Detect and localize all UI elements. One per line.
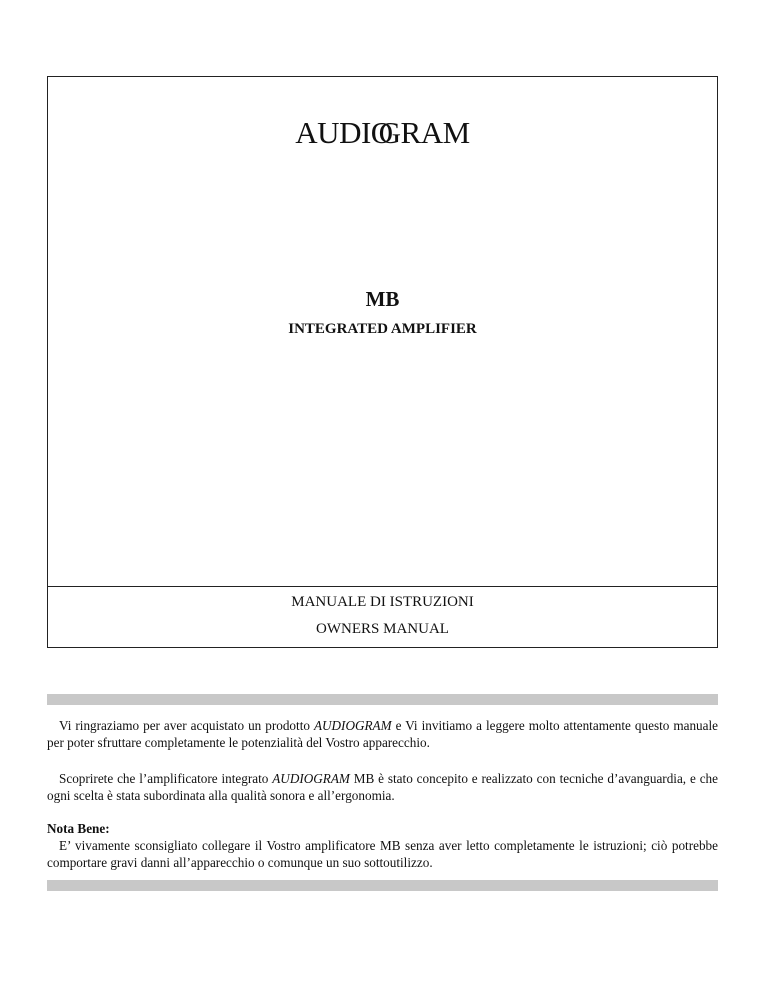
intro-paragraph <box>47 717 718 751</box>
intro-text-a: Vi ringraziamo per aver acquistato un prodotto <box>59 718 314 733</box>
brand-logo-part1: AUDIO <box>295 115 393 150</box>
manual-title-english: OWNERS MANUAL <box>316 621 449 637</box>
intro-brand: AUDIOGRAM <box>313 718 392 733</box>
note-text: E’ vivamente sconsigliato collegare il Vostro amplificatore MB senza aver letto completamente le istruzioni; ciò potrebbe comportare gravi danni all’apparecchio o comunque un suo sottoutilizzo. <box>47 838 718 870</box>
features-paragraph <box>47 770 718 804</box>
product-subtitle: INTEGRATED AMPLIFIER <box>288 321 477 337</box>
note-paragraph <box>47 820 718 871</box>
features-text-b: MB è stato concepito e realizzato con tecniche d’avanguardia, e che ogni scelta è stata subordinata alla qualità sonora e all’ergonomia. <box>47 771 719 803</box>
model-name: MB <box>365 287 400 311</box>
brand-logo <box>48 115 717 151</box>
top-gray-rule <box>47 694 718 705</box>
brand-logo-part2: GRAM <box>378 115 470 150</box>
features-text-a: Scoprirete che l’amplificatore integrato <box>59 771 273 786</box>
cover-divider <box>48 586 717 587</box>
features-brand: AUDIOGRAM <box>272 771 350 786</box>
intro-text-b: e Vi invitiamo a leggere molto attentamente questo manuale per poter sfruttare completamente le potenzialità del Vostro apparecchio. <box>47 718 719 750</box>
note-title: Nota Bene: <box>47 821 110 836</box>
cover-frame <box>47 76 718 648</box>
manual-title-italian: MANUALE DI ISTRUZIONI <box>291 594 474 610</box>
bottom-gray-rule <box>47 880 718 891</box>
